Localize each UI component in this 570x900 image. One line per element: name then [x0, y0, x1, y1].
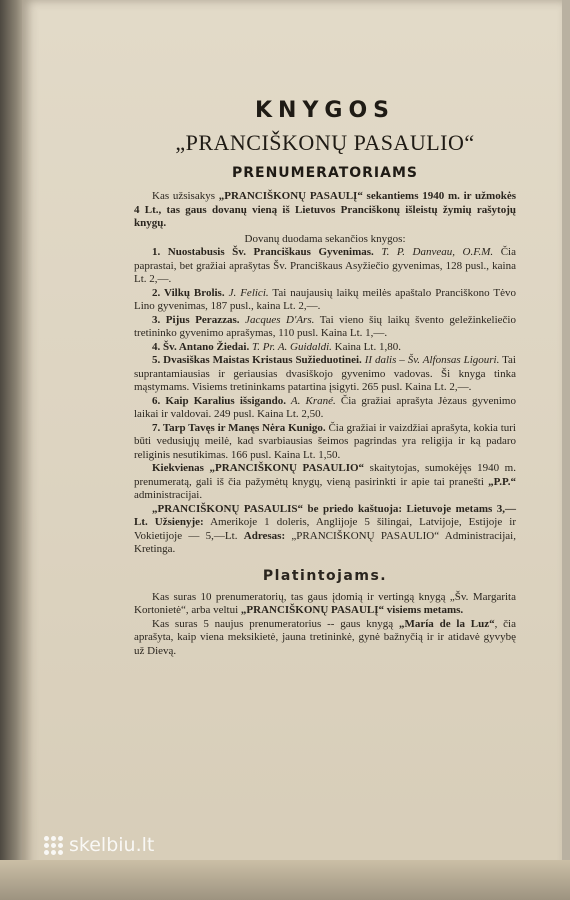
magazine-title: „PRANCIŠKONŲ PASAULIO“ — [175, 130, 475, 155]
book-item: 6. Kaip Karalius išsigando. A. Krané. Čia gražiai aprašyta Jėzaus gyvenimo laikai ir valdovai. 249 pusl. Kaina Lt. 2,50. — [134, 394, 516, 420]
site-watermark — [44, 834, 154, 856]
watermark-text: skelbiu.lt — [69, 834, 155, 856]
price-info: „PRANCIŠKONŲ PASAULIS“ be priedo kaštuoja: Lietuvoje metams 3,—Lt. Užsienyje: Amerikoje 1 doleris, Anglijoje 5 šilingai, Latvijoje, Estijoje ir Vokietijoje — 5,—Lt. Adresas: „PRANCIŠKONŲ PASAULIO“ Administracijai, Kretinga. — [134, 502, 517, 555]
page-subtitle: PRENUMERATORIAMS — [231, 165, 418, 181]
book-item: 3. Pijus Perazzas. Jacques D'Ars. Tai vieno šių laikų švento geležinkeliečio tretininko gyvenimo aprašymas, 110 pusl. Kaina Lt. 1,—. — [134, 313, 516, 339]
book-item: 5. Dvasiškas Maistas Kristaus Sužieduotinei. II dalis – Šv. Alfonsas Ligouri. Tai suprantamiausias ir geriausias dvasiškojo gyvenimo vadovas. Ši knyga tinka mąstymams. Visiems tretininkams patartina įsigyti. 265 pusl. Kaina Lt. 2,—. — [134, 354, 516, 393]
watermark-logo-icon — [44, 836, 63, 855]
book-item: 7. Tarp Tavęs ir Manęs Nėra Kunigo. Čia gražiai ir vaizdžiai aprašyta, kokia turi būti vedusiųjų meilė, kad svarbiausias šeimos pagrindas yra religija ir ką padaro religinis nesutikimas. 166 pusl. Kaina Lt. 1,50. — [134, 421, 516, 461]
book-item: 1. Nuostabusis Šv. Pranciškaus Gyvenimas. T. P. Danveau, O.F.M. Čia paprastai, bet gražiai aprašytas Šv. Pranciškaus Asyžiečio gyvenimas, 128 pusl., kaina Lt. 2,—. — [134, 246, 516, 285]
book-list — [134, 246, 516, 462]
book-item: 2. Vilkų Brolis. J. Felici. Tai naujausių laikų meilės apaštalo Pranciškono Tėvo Lino gyvenimas, 187 pusl., kaina Lt. 2,—. — [134, 286, 516, 312]
distributors-paragraph-2: Kas suras 5 naujus prenumeratorius -- gaus knygą „María de la Luz“, čia aprašyta, kaip viena meksikietė, jauna tretininkė, gynė bažnyčią ir ir atidavė gyvybę už Dievą. — [134, 617, 516, 657]
subscriber-note: Kiekvienas „PRANCIŠKONŲ PASAULIO“ skaitytojas, sumokėjęs 1940 m. prenumeratą, gali iš čia pažymėtų knygų, vieną pasirinkti ir apie tai pranešti „P.P.“ administracijai. — [134, 462, 516, 501]
intro-paragraph: Kas užsisakys „PRANCIŠKONŲ PASAULĮ“ sekantiems 1940 m. ir užmokės 4 Lt., tas gaus dovanų vieną iš Lietuvos Pranciškonų išleistų žymių rašytojų knygų. — [134, 190, 516, 229]
page-text — [134, 98, 516, 658]
distributors-heading: Platintojams. — [262, 567, 388, 584]
booklet-page — [22, 0, 562, 900]
distributors-paragraph-1: Kas suras 10 prenumeratorių, tas gaus įdomią ir vertingą knygą „Šv. Margarita Kortonietė“, arba veltui „PRANCIŠKONŲ PASAULĮ“ visiems metams. — [134, 590, 516, 616]
book-item: 4. Šv. Antano Žiedai. T. Pr. A. Guidaldi. Kaina Lt. 1,80. — [152, 340, 401, 353]
table-surface — [0, 860, 570, 900]
page-title: KNYGOS — [255, 98, 395, 123]
gifts-heading: Dovanų duodama sekančios knygos: — [244, 232, 406, 245]
